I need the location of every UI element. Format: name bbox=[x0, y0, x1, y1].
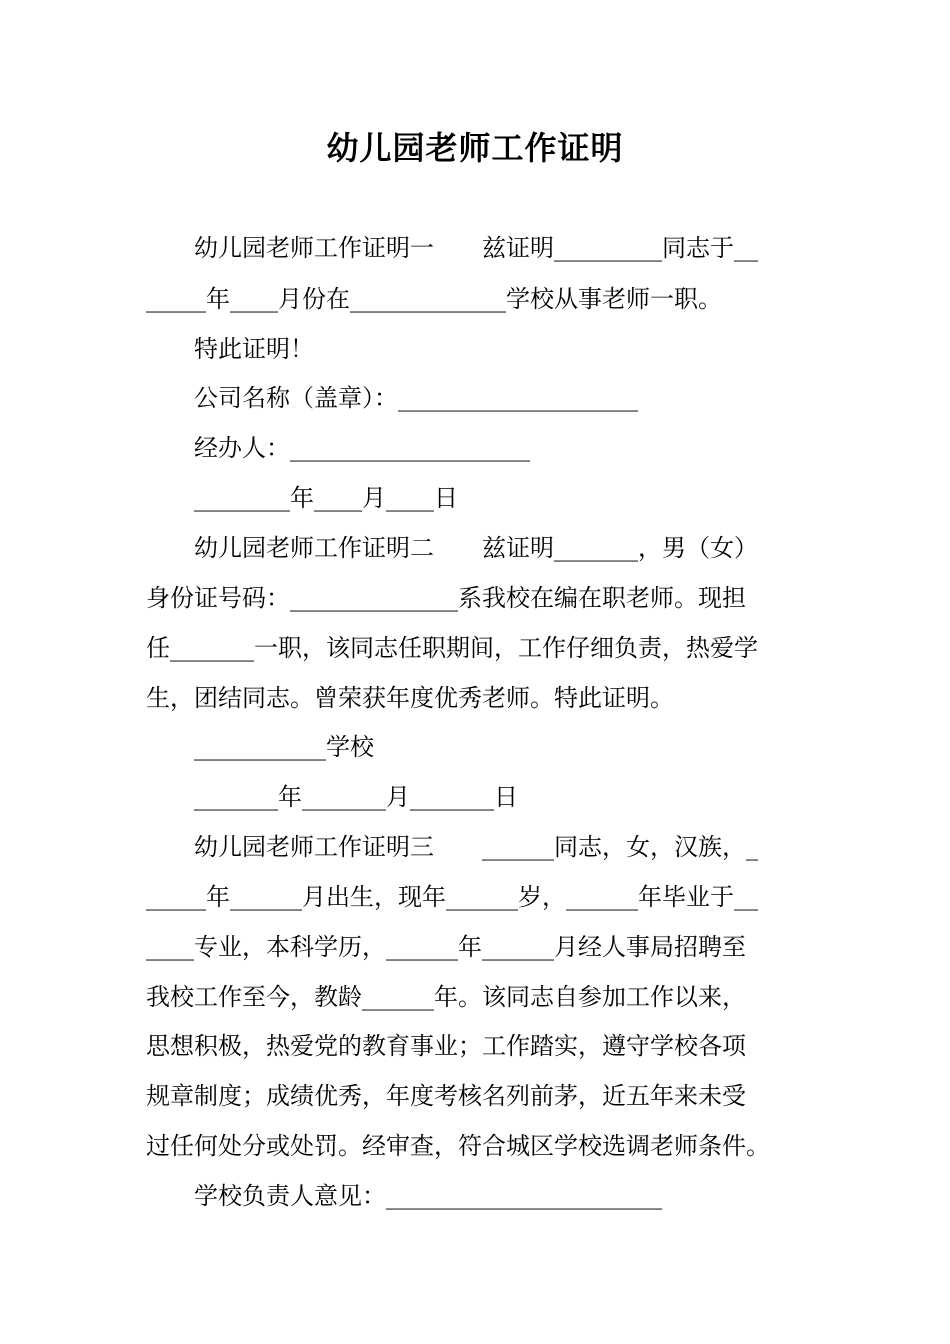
company-name-line: 公司名称（盖章）：____________________ bbox=[194, 384, 638, 412]
paragraph-line-10: 生，团结同志。曾荣获年度优秀老师。特此证明。 bbox=[146, 684, 674, 712]
paragraph-line-2: _____年____月份在_____________学校从事老师一职。 bbox=[146, 285, 722, 313]
paragraph-line-7: 幼儿园老师工作证明二 兹证明_______，男（女） bbox=[194, 534, 758, 562]
date-line-1: ________年____月____日 bbox=[194, 484, 458, 512]
school-line: ___________学校 bbox=[194, 733, 374, 761]
paragraph-line-1: 幼儿园老师工作证明一 兹证明_________同志于__ bbox=[194, 234, 758, 262]
paragraph-line-13: 幼儿园老师工作证明三 ______同志，女，汉族，_ bbox=[194, 833, 758, 861]
date-line-2: _______年_______月_______日 bbox=[194, 783, 518, 811]
handler-line: 经办人：____________________ bbox=[194, 434, 530, 462]
document-title: 幼儿园老师工作证明 bbox=[326, 129, 624, 167]
paragraph-line-18: 规章制度；成绩优秀，年度考核名列前茅，近五年来未受 bbox=[146, 1082, 746, 1110]
paragraph-line-9: 任_______一职，该同志任职期间，工作仔细负责，热爱学 bbox=[146, 634, 758, 662]
paragraph-line-15: ____专业，本科学历，______年______月经人事局招聘至 bbox=[146, 933, 746, 961]
paragraph-line-14: _____年______月出生，现年______岁，______年毕业于__ bbox=[146, 883, 758, 911]
paragraph-line-8: 身份证号码：______________系我校在编在职老师。现担 bbox=[146, 584, 746, 612]
paragraph-line-16: 我校工作至今，教龄______年。该同志自参加工作以来， bbox=[146, 983, 746, 1011]
paragraph-line-17: 思想积极，热爱党的教育事业；工作踏实，遵守学校各项 bbox=[146, 1032, 746, 1060]
paragraph-line-3: 特此证明！ bbox=[194, 335, 314, 363]
paragraph-line-19: 过任何处分或处罚。经审查，符合城区学校选调老师条件。 bbox=[146, 1132, 770, 1160]
principal-opinion-line: 学校负责人意见：_______________________ bbox=[194, 1182, 662, 1210]
